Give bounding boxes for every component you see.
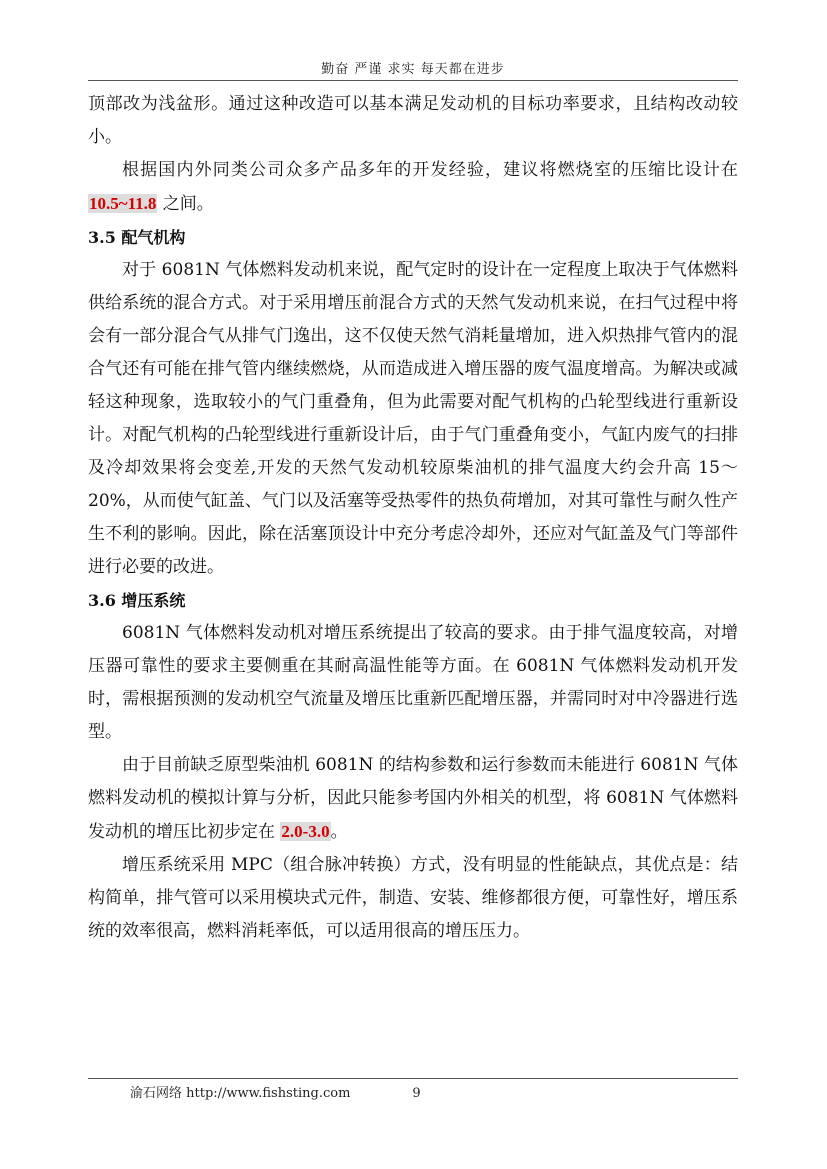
- highlight-boost-ratio: 2.0-3.0: [281, 822, 330, 841]
- footer-site: 渝石网络 http://www.fishsting.com: [130, 1086, 351, 1101]
- paragraph-text: 。: [330, 822, 348, 842]
- section-title-valve-train: 3.5 配气机构: [88, 228, 186, 247]
- paragraph-mpc-system: 增压系统采用 MPC（组合脉冲转换）方式，没有明显的性能缺点，其优点是：结构简单，排气管可以采用模块式元件，制造、安装、维修都很方便，可靠性好，增压系统的效率很高，燃料消耗率低，可以适用很高的增压压力。: [88, 855, 738, 941]
- section-title-turbocharging: 3.6 增压系统: [88, 591, 186, 610]
- paragraph-text: 之间。: [157, 194, 214, 214]
- paragraph-boost-ratio: [88, 749, 738, 849]
- page-number: 9: [412, 1086, 421, 1101]
- page-body: [88, 88, 738, 948]
- paragraph-continued: 顶部改为浅盆形。通过这种改造可以基本满足发动机的目标功率要求，且结构改动较小。: [88, 94, 738, 147]
- paragraph-text: 由于目前缺乏原型柴油机 6081N 的结构参数和运行参数而未能进行 6081N 气体燃料发动机的模拟计算与分析，因此只能参考国内外相关的机型，将 6081N 气体燃料发动机的增压比初步定在: [88, 755, 738, 842]
- paragraph-turbo-requirements: 6081N 气体燃料发动机对增压系统提出了较高的要求。由于排气温度较高，对增压器可靠性的要求主要侧重在其耐高温性能等方面。在 6081N 气体燃料发动机开发时，需根据预测的发动机空气流量及增压比重新匹配增压器，并需同时对中冷器进行选型。: [88, 623, 738, 742]
- paragraph-text: 根据国内外同类公司众多产品多年的开发经验，建议将燃烧室的压缩比设计在: [122, 160, 738, 180]
- page-footer: [130, 1082, 421, 1101]
- paragraph-valve-train: 对于 6081N 气体燃料发动机来说，配气定时的设计在一定程度上取决于气体燃料供给系统的混合方式。对于采用增压前混合方式的天然气发动机来说，在扫气过程中将会有一部分混合气从排气门逸出，这不仅使天然气消耗量增加，进入炽热排气管内的混合气还有可能在排气管内继续燃烧，从而造成进入增压器的废气温度增高。为解决或减轻这种现象，选取较小的气门重叠角，但为此需要对配气机构的凸轮型线进行重新设计。对配气机构的凸轮型线进行重新设计后，由于气门重叠角变小，气缸内废气的扫排及冷却效果将会变差,开发的天然气发动机较原柴油机的排气温度大约会升高 15～20%，从而使气缸盖、气门以及活塞等受热零件的热负荷增加，对其可靠性与耐久性产生不利的影响。因此，除在活塞顶设计中充分考虑冷却外，还应对气缸盖及气门等部件进行必要的改进。: [88, 260, 738, 577]
- page-header-motto: 勤奋 严谨 求实 每天都在进步: [321, 62, 505, 77]
- header-divider: [88, 80, 738, 81]
- highlight-compression-ratio: 10.5~11.8: [89, 194, 157, 213]
- footer-divider: [88, 1078, 738, 1079]
- paragraph-compression-ratio: [88, 154, 738, 221]
